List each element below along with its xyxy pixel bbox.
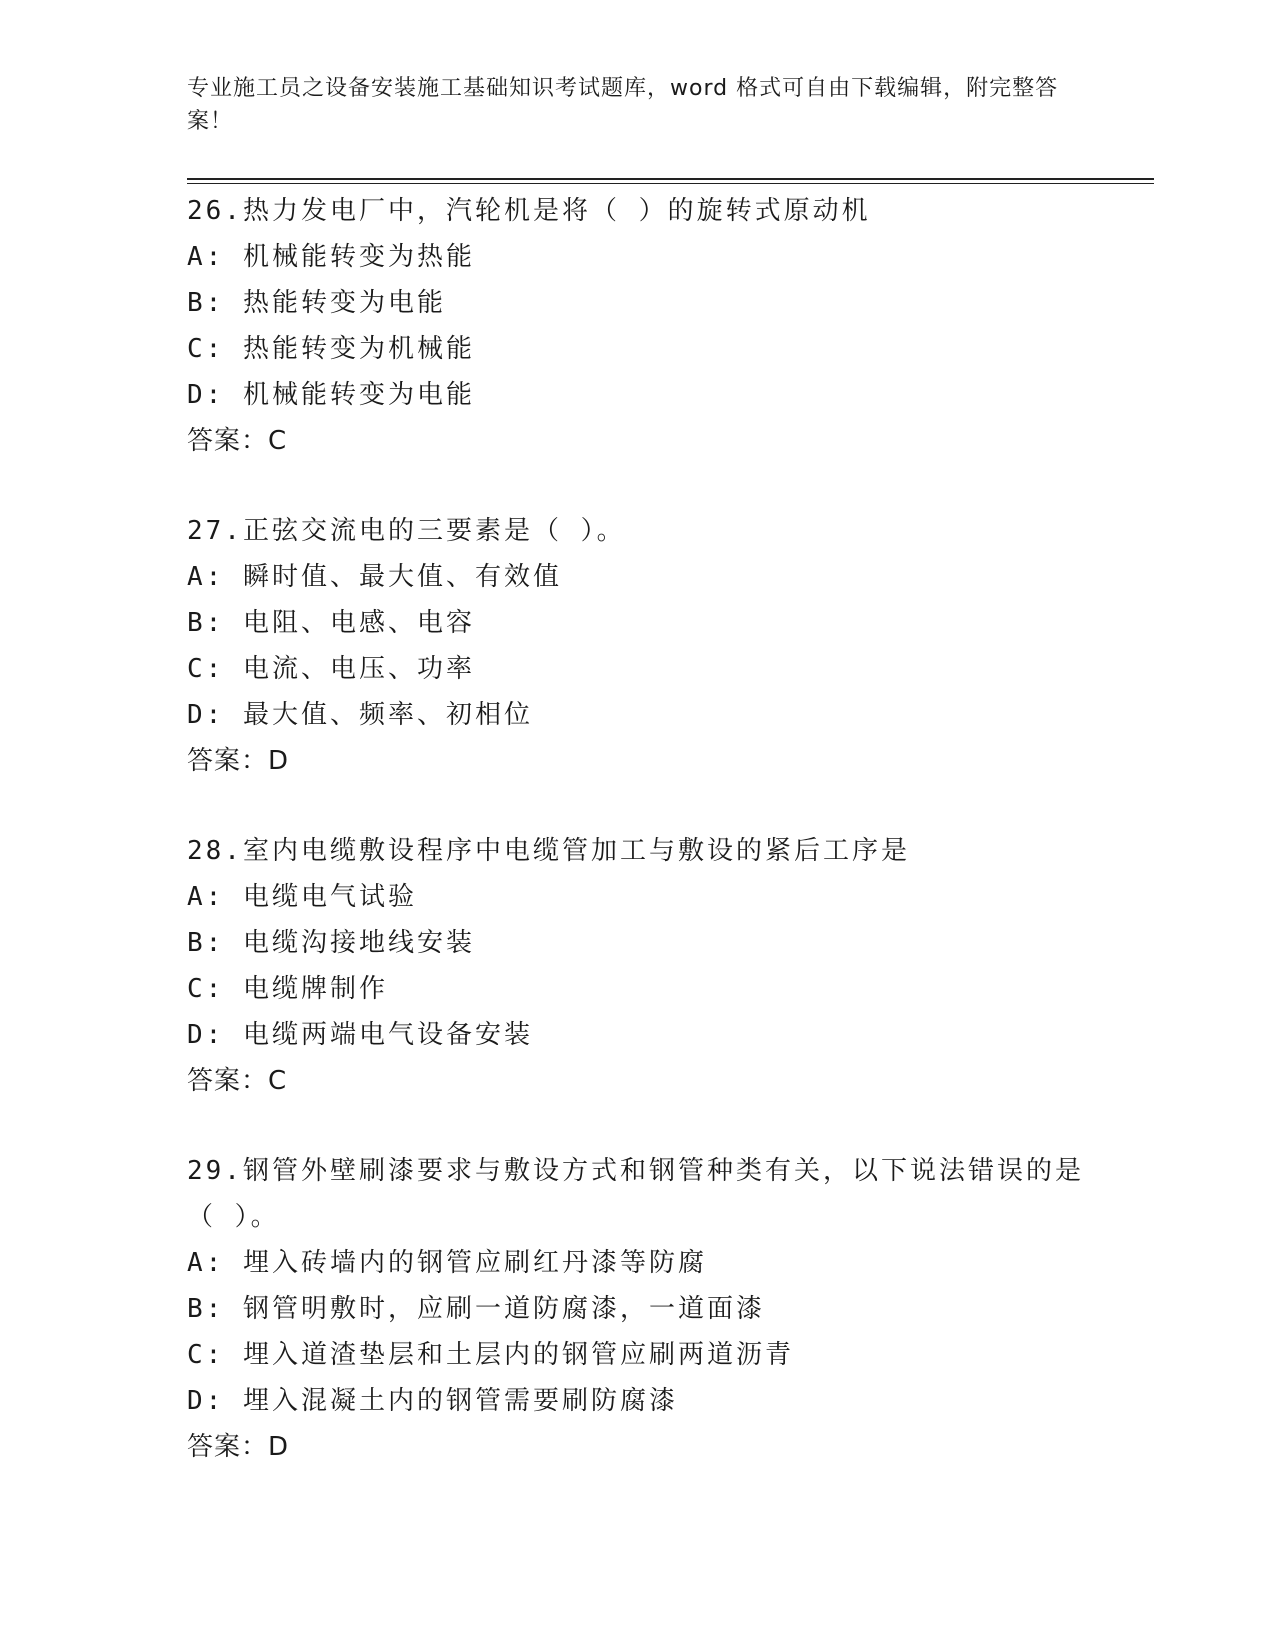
document-header: 专业施工员之设备安装施工基础知识考试题库，word 格式可自由下载编辑，附完整答案！ [187,76,1059,134]
answer-line: 答案：D [187,746,290,776]
option-a: A: 埋入砖墙内的钢管应刷红丹漆等防腐 [187,1248,707,1278]
option-d: D: 机械能转变为电能 [187,380,475,410]
option-a: A: 电缆电气试验 [187,882,417,912]
question-stem: 28.室内电缆敷设程序中电缆管加工与敷设的紧后工序是 [187,836,910,866]
answer-line: 答案：C [187,426,288,456]
question-28 [187,828,1087,1104]
question-stem: 26.热力发电厂中，汽轮机是将（ ）的旋转式原动机 [187,196,871,226]
option-b: B: 电缆沟接地线安装 [187,928,475,958]
option-c: C: 电缆牌制作 [187,974,388,1004]
option-c: C: 热能转变为机械能 [187,334,475,364]
question-stem: 29.钢管外壁刷漆要求与敷设方式和钢管种类有关，以下说法错误的是 [187,1156,1084,1186]
question-27 [187,508,1087,784]
option-a: A: 机械能转变为热能 [187,242,475,272]
option-b: B: 钢管明敷时，应刷一道防腐漆，一道面漆 [187,1294,765,1324]
option-c: C: 电流、电压、功率 [187,654,475,684]
option-c: C: 埋入道渣垫层和土层内的钢管应刷两道沥青 [187,1340,794,1370]
header-rule-thin [187,183,1154,184]
option-b: B: 电阻、电感、电容 [187,608,475,638]
question-stem: 27.正弦交流电的三要素是（ ）。 [187,516,626,546]
question-29 [187,1148,1087,1470]
question-stem-continuation: （ ）。 [187,1202,280,1232]
question-26 [187,188,1087,464]
header-rule-thick [187,178,1154,180]
answer-line: 答案：C [187,1066,288,1096]
option-d: D: 埋入混凝土内的钢管需要刷防腐漆 [187,1386,678,1416]
question-list [187,188,1087,1514]
option-b: B: 热能转变为电能 [187,288,446,318]
answer-line: 答案：D [187,1432,290,1462]
option-d: D: 最大值、频率、初相位 [187,700,533,730]
option-a: A: 瞬时值、最大值、有效值 [187,562,562,592]
option-d: D: 电缆两端电气设备安装 [187,1020,533,1050]
